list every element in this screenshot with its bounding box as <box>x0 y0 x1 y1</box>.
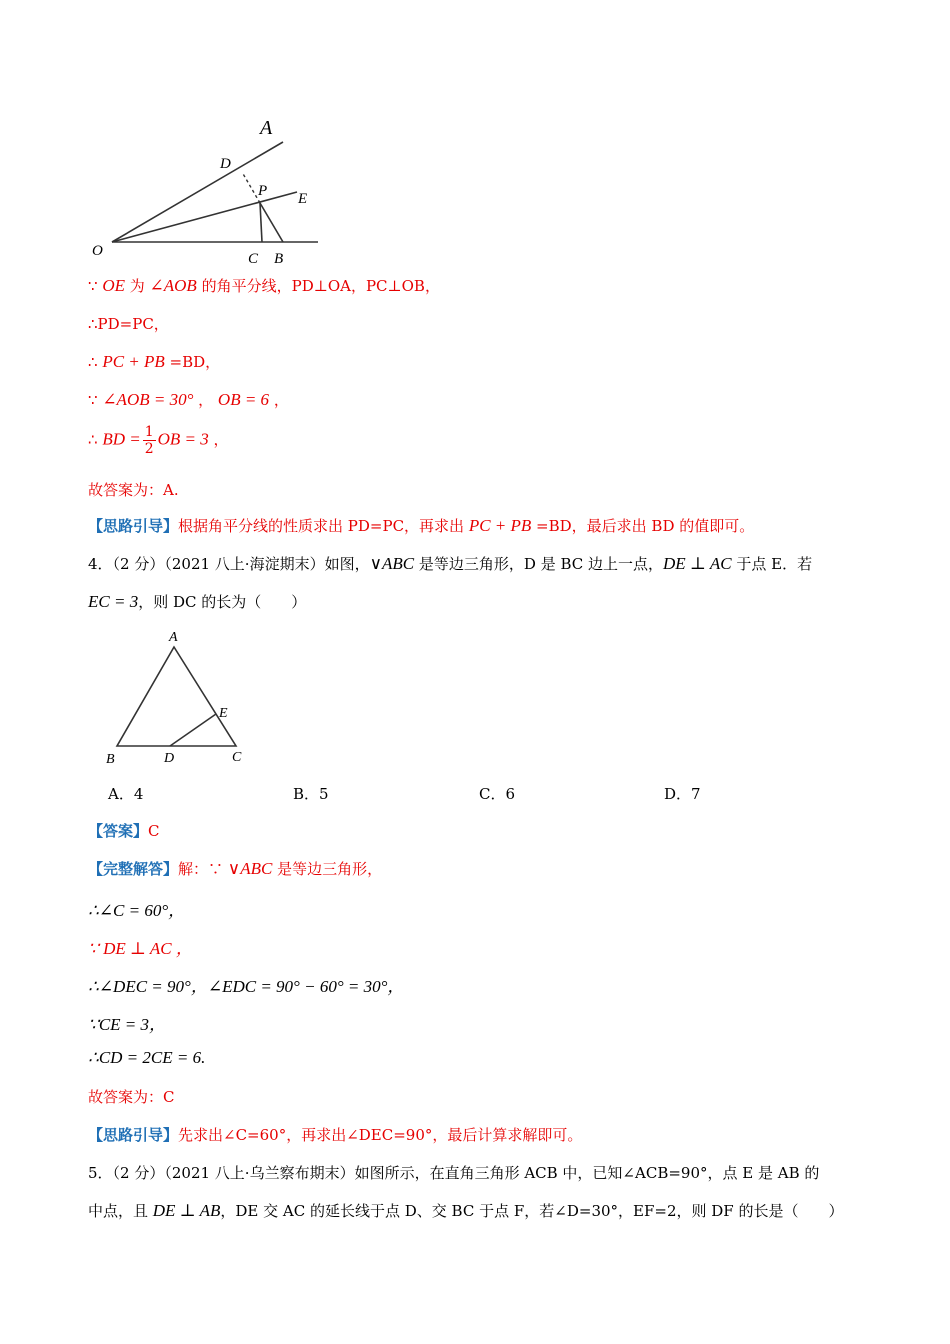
text: 中点，且 <box>88 1202 153 1220</box>
label-b: B <box>106 752 115 767</box>
segment-pc <box>260 203 262 242</box>
answer-value: C <box>148 822 160 840</box>
text: 解：∵ <box>178 860 228 878</box>
label-e: E <box>219 706 228 721</box>
segment-de <box>170 714 216 746</box>
question-4-line-2 <box>88 591 306 612</box>
solution-hint <box>88 515 754 536</box>
label-o: O <box>92 243 103 259</box>
full-solution-4 <box>88 858 382 879</box>
math-bd: BD = <box>102 429 141 449</box>
fraction-one-half <box>143 424 156 457</box>
math-oe: OE <box>102 276 125 295</box>
label-p: P <box>258 183 268 199</box>
solution-line-4 <box>88 389 289 410</box>
solution-answer <box>88 479 179 500</box>
denominator: 2 <box>144 441 154 457</box>
solution-line-2 <box>88 313 169 334</box>
label-c: C <box>248 251 259 267</box>
therefore-symbol: ∴ <box>88 430 103 449</box>
text: 的角平分线，PD⊥OA，PC⊥OB， <box>196 277 440 295</box>
option-a[interactable]: A．4 <box>108 785 144 803</box>
answer-text: 故答案为：A. <box>88 481 179 499</box>
label-a: A <box>260 117 273 139</box>
label-d: D <box>164 751 175 766</box>
math-triangle-abc: ∨ABC <box>227 859 273 878</box>
math-angle-aob: ∠AOB <box>149 276 197 295</box>
hint-text: =BD，最后求出 BD 的值即可。 <box>531 517 755 535</box>
numerator: 1 <box>144 424 154 440</box>
step-text: ∴CD = 2CE = 6. <box>88 1048 206 1067</box>
because-symbol: ∵ <box>88 277 103 295</box>
triangle-abc <box>117 647 236 746</box>
conclusion-4 <box>88 1086 174 1107</box>
ray-oe <box>112 192 297 242</box>
hint-math: PC + PB <box>468 516 532 535</box>
text: 5．（2 分）（2021 八上·乌兰察布期末）如图所示，在直角三角形 ACB 中，已知∠ACB=90°，点 E 是 AB 的 <box>88 1164 820 1182</box>
because-symbol: ∵ <box>88 391 103 409</box>
math-de-perp-ab: DE ⊥ AB <box>152 1201 221 1220</box>
label-a: A <box>169 630 178 645</box>
step-text: ∴∠C = 60°， <box>88 901 186 920</box>
text: ，DE 交 AC 的延长线于点 D、交 BC 于点 F，若∠D=30°，EF=2，则 DF 的长是（ ） <box>220 1202 844 1220</box>
label-e: E <box>298 191 308 207</box>
math-ec-3: EC = 3 <box>88 592 139 611</box>
math-triangle-abc: ∨ABC <box>369 554 415 573</box>
answer-4 <box>88 820 160 841</box>
text: 为 <box>124 277 150 295</box>
hint-tag: 【思路引导】 <box>88 517 179 535</box>
math-de-perp-ac: DE ⊥ AC <box>663 554 732 573</box>
step-text: ∴∠DEC = 90°，∠EDC = 90° − 60° = 30°， <box>88 977 405 996</box>
question-4-line-1 <box>88 553 812 574</box>
step-3 <box>88 972 404 997</box>
hint-text: 先求出∠C=60°，再求出∠DEC=90°，最后计算求解即可。 <box>178 1126 583 1144</box>
segment-pb <box>260 203 283 242</box>
math-ob-value: OB = 6 <box>217 390 270 409</box>
text: 是等边三角形，D 是 BC 边上一点， <box>414 555 664 573</box>
step-5 <box>88 1048 205 1068</box>
angle-bisector-figure <box>80 110 340 270</box>
therefore-symbol: ∴ <box>88 353 103 371</box>
text: ， <box>193 391 218 409</box>
full-solution-tag: 【完整解答】 <box>88 860 179 878</box>
math-angle-value: ∠AOB = 30° <box>102 390 194 409</box>
text: ∴PD=PC， <box>88 315 169 333</box>
step-2 <box>88 934 193 959</box>
text: ，则 DC 的长为（ ） <box>138 593 307 611</box>
text: ， <box>269 391 289 409</box>
text: 是等边三角形， <box>272 860 383 878</box>
answer-tag: 【答案】 <box>88 822 149 840</box>
text: =BD， <box>164 353 221 371</box>
option-b[interactable]: B．5 <box>293 785 329 803</box>
step-1 <box>88 896 185 921</box>
hint-4 <box>88 1124 582 1145</box>
solution-line-3 <box>88 351 220 372</box>
step-4 <box>88 1010 166 1035</box>
label-b: B <box>274 251 284 267</box>
solution-line-5 <box>88 424 229 457</box>
text: 4．（2 分）（2021 八上·海淀期末）如图， <box>88 555 370 573</box>
text: 于点 E．若 <box>731 555 813 573</box>
question-5-line-1 <box>88 1162 819 1183</box>
math-pc-plus-pb: PC + PB <box>102 352 165 371</box>
step-text: ∵ DE ⊥ AC ， <box>88 939 193 958</box>
equilateral-triangle-figure <box>100 625 260 770</box>
step-text: ∵CE = 3， <box>88 1015 167 1034</box>
question-5-line-2 <box>88 1200 843 1221</box>
hint-text: 根据角平分线的性质求出 PD=PC，再求出 <box>178 517 469 535</box>
option-d[interactable]: D．7 <box>664 785 701 803</box>
option-c[interactable]: C．6 <box>479 785 516 803</box>
solution-line-1 <box>88 275 440 296</box>
label-c: C <box>232 750 242 765</box>
text: ， <box>208 430 229 449</box>
hint-tag: 【思路引导】 <box>88 1126 179 1144</box>
math-ob-result: OB = 3 <box>157 429 209 449</box>
conclusion-text: 故答案为：C <box>88 1088 175 1106</box>
label-d: D <box>220 156 231 172</box>
